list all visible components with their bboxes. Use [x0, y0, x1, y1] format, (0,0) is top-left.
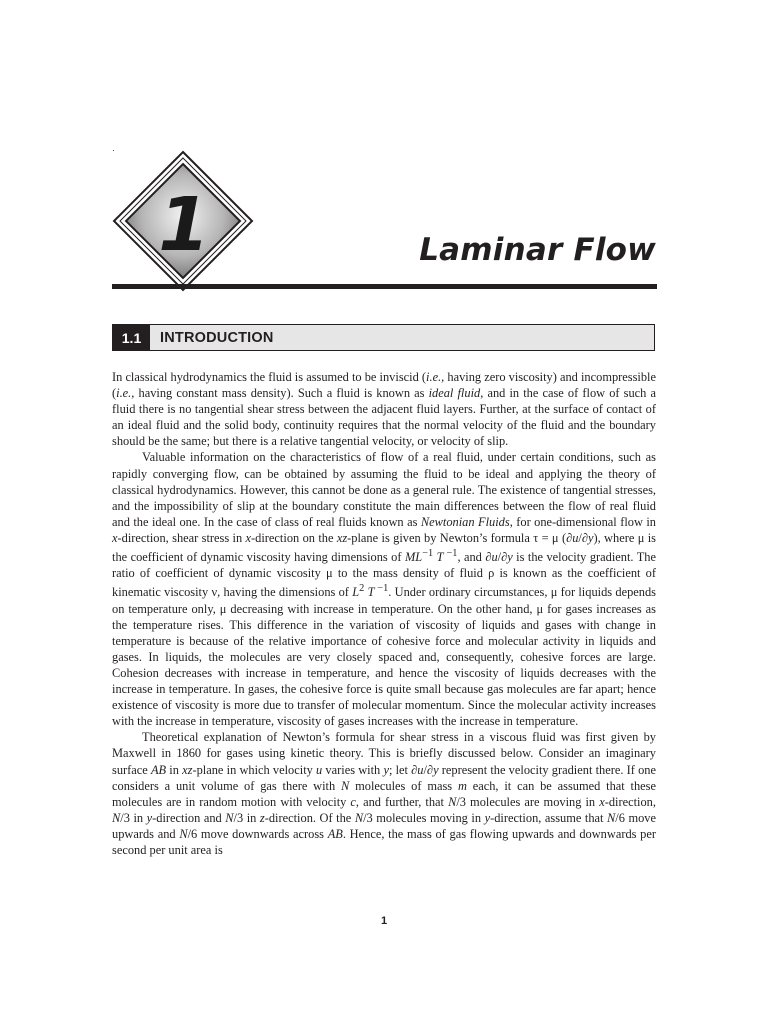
title-rule: [112, 284, 657, 289]
paragraph-2: Valuable information on the characteristics of flow of a real fluid, under certain conditions, such as rapidly converging flow, can be obtained by assuming the fluid to be ideal and applying the theory of classical hydrodynamics. However, this cannot be done as a general rule. The existence of tangential stresses, and the impossibility of slip at the boundary constitute the main differences between the flow of real fluid and the ideal one. In the case of class of real fluids known as Newtonian Fluids, for one-dimensional flow in x-direction, shear stress in x-direction on the xz-plane is given by Newton’s formula τ = μ (∂u/∂y), where μ is the coefficient of dynamic viscosity having dimensions of $ML^{-1}$ T $^{-1}$, and ∂u/∂y is the velocity gradient. The ratio of coefficient of dynamic viscosity μ to the mass density of fluid ρ is known as the coefficient of kinematic viscosity ν, having the dimensions of $L^2$ T $^{-1}$. Under ordinary circumstances, μ for liquids depends on temperature only, μ decreasing with increase in temperature. On the other hand, μ for gases increases as the temperature rises. This difference in the variation of viscosity of liquids and gases with change in temperature is because of the relative importance of cohesive force and molecular activity in liquids and gases. In liquids, the molecules are very closely spaced and, consequently, cohesive forces are large. Cohesion decreases with increase in temperature, and hence the viscosity of liquids decreases with the increase in temperature. In gases, the cohesive force is quite small because gas molecules are far apart; hence existence of viscosity is more due to transfer of molecular momentum. Since the molecular activity increases with the increase in temperature, viscosity of gases increases with the increase in temperature.: [112, 450, 656, 729]
paragraph-1: In classical hydrodynamics the fluid is assumed to be inviscid (i.e., having zero viscosity) and incompressible (i.e., having constant mass density). Such a fluid is known as ideal fluid, and in the case of flow of such a fluid there is no tangential shear stress between the adjacent fluid layers. Further, at the surface of contact of an ideal fluid and the solid body, continuity requires that the normal velocity of the fluid and the boundary should be the same; but there is a relative tangential velocity, or velocity of slip.: [112, 370, 657, 449]
page-number: 1: [380, 915, 388, 927]
section-title: INTRODUCTION: [160, 329, 274, 346]
section-heading: [112, 324, 655, 351]
section-number: 1.1: [113, 325, 150, 350]
chapter-title: Laminar Flow: [419, 232, 656, 268]
chapter-number-badge: [112, 150, 254, 292]
chapter-number: 1: [158, 182, 210, 268]
paragraph-3: Theoretical explanation of Newton’s formula for shear stress in a viscous fluid was first given by Maxwell in 1860 for gases using kinetic theory. This is briefly discussed below. Consider an imaginary surface AB in xz-plane in which velocity u varies with y; let ∂u/∂y represent the velocity gradient there. If one considers a unit volume of gas there with N molecules of mass m each, it can be assumed that these molecules are in random motion with velocity c, and further, that N/3 molecules are moving in x-direction, N/3 in y-direction and N/3 in z-direction. Of the N/3 molecules moving in y-direction, assume that N/6 move upwards and N/6 move downwards across AB. Hence, the mass of gas flowing upwards and downwards per second per unit area is: [112, 730, 656, 857]
body-text: [112, 369, 656, 858]
